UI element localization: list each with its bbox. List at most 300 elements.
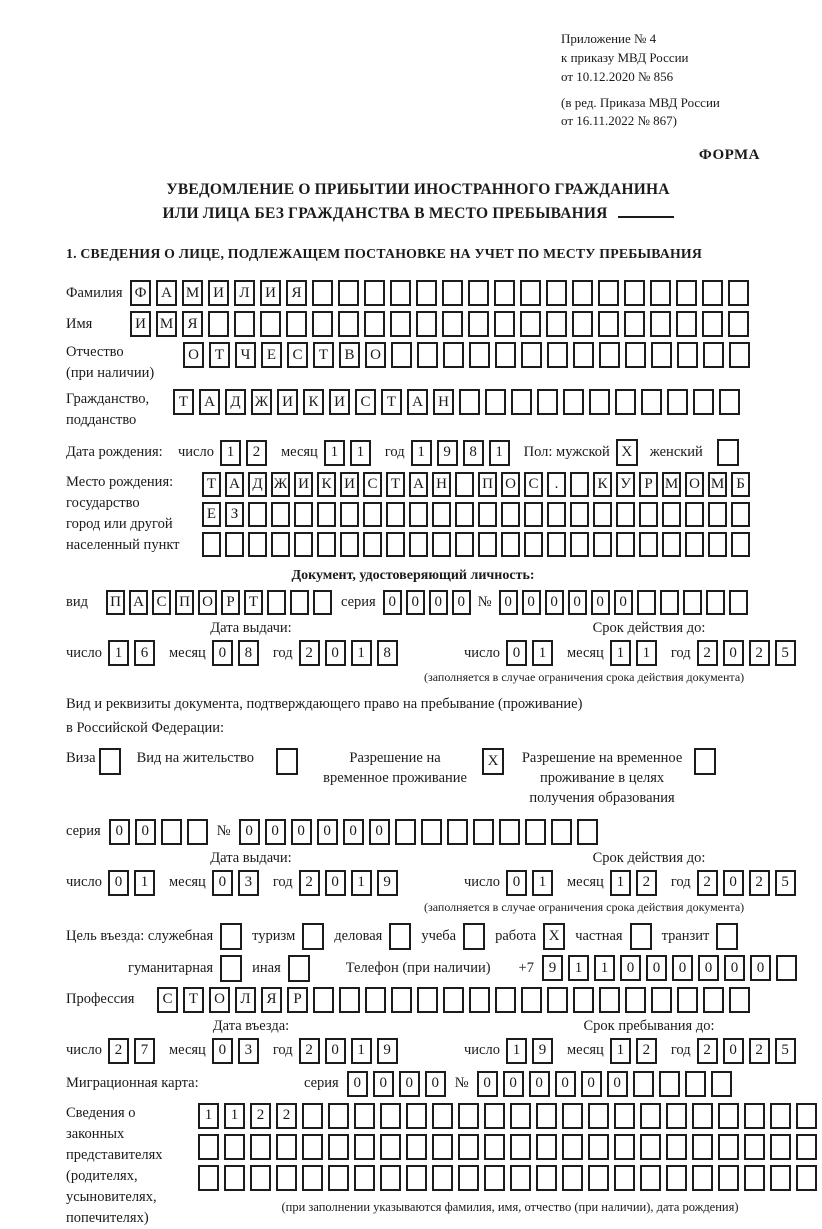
char-cell[interactable]: 9: [377, 1038, 398, 1064]
char-cell[interactable]: [312, 311, 333, 337]
char-cell[interactable]: К: [593, 472, 612, 497]
char-cell[interactable]: [468, 311, 489, 337]
char-cell[interactable]: [317, 502, 336, 527]
char-cell[interactable]: [458, 1103, 479, 1129]
char-cell[interactable]: [662, 502, 681, 527]
char-cell[interactable]: [225, 532, 244, 557]
char-cell[interactable]: 0: [452, 590, 471, 615]
char-cell[interactable]: С: [524, 472, 543, 497]
char-cell[interactable]: [364, 311, 385, 337]
char-cell[interactable]: [198, 1165, 219, 1191]
char-cell[interactable]: [625, 342, 646, 368]
char-cell[interactable]: .: [547, 472, 566, 497]
char-cell[interactable]: [469, 987, 490, 1013]
char-cell[interactable]: 0: [325, 870, 346, 896]
char-cell[interactable]: Л: [235, 987, 256, 1013]
char-cell[interactable]: [354, 1165, 375, 1191]
char-cell[interactable]: К: [303, 389, 324, 415]
char-cell[interactable]: [250, 1165, 271, 1191]
char-cell[interactable]: Н: [432, 472, 451, 497]
char-cell[interactable]: 2: [108, 1038, 129, 1064]
char-cell[interactable]: [380, 1134, 401, 1160]
char-cell[interactable]: 0: [591, 590, 610, 615]
char-cell[interactable]: Б: [731, 472, 750, 497]
char-cell[interactable]: [328, 1134, 349, 1160]
char-cell[interactable]: [276, 1134, 297, 1160]
char-cell[interactable]: И: [277, 389, 298, 415]
char-cell[interactable]: [563, 389, 584, 415]
char-cell[interactable]: [536, 1103, 557, 1129]
char-cell[interactable]: [703, 342, 724, 368]
char-cell[interactable]: [443, 342, 464, 368]
char-cell[interactable]: О: [198, 590, 217, 615]
char-cell[interactable]: [416, 280, 437, 306]
char-cell[interactable]: [290, 590, 309, 615]
char-cell[interactable]: [685, 502, 704, 527]
char-cell[interactable]: [570, 532, 589, 557]
char-cell[interactable]: С: [363, 472, 382, 497]
char-cell[interactable]: 0: [343, 819, 364, 845]
sex-male-checkbox[interactable]: X: [616, 439, 638, 466]
char-cell[interactable]: П: [478, 472, 497, 497]
char-cell[interactable]: [248, 502, 267, 527]
char-cell[interactable]: И: [130, 311, 151, 337]
char-cell[interactable]: [547, 342, 568, 368]
char-cell[interactable]: 0: [317, 819, 338, 845]
char-cell[interactable]: 0: [109, 819, 130, 845]
char-cell[interactable]: [302, 1134, 323, 1160]
char-cell[interactable]: Д: [248, 472, 267, 497]
char-cell[interactable]: Р: [639, 472, 658, 497]
char-cell[interactable]: Е: [261, 342, 282, 368]
char-cell[interactable]: [633, 1071, 654, 1097]
char-cell[interactable]: [447, 819, 468, 845]
char-cell[interactable]: Л: [234, 280, 255, 306]
char-cell[interactable]: [432, 1103, 453, 1129]
char-cell[interactable]: [511, 389, 532, 415]
char-cell[interactable]: 0: [620, 955, 641, 981]
char-cell[interactable]: [651, 342, 672, 368]
char-cell[interactable]: 1: [324, 440, 345, 466]
char-cell[interactable]: 0: [646, 955, 667, 981]
char-cell[interactable]: Т: [209, 342, 230, 368]
char-cell[interactable]: 0: [529, 1071, 550, 1097]
char-cell[interactable]: 2: [299, 1038, 320, 1064]
char-cell[interactable]: [796, 1165, 817, 1191]
char-cell[interactable]: И: [340, 472, 359, 497]
char-cell[interactable]: 0: [750, 955, 771, 981]
char-cell[interactable]: Ж: [271, 472, 290, 497]
char-cell[interactable]: [442, 311, 463, 337]
char-cell[interactable]: [728, 311, 749, 337]
char-cell[interactable]: П: [106, 590, 125, 615]
char-cell[interactable]: 0: [723, 640, 744, 666]
char-cell[interactable]: 0: [698, 955, 719, 981]
char-cell[interactable]: 0: [369, 819, 390, 845]
char-cell[interactable]: [485, 389, 506, 415]
char-cell[interactable]: [234, 311, 255, 337]
char-cell[interactable]: 0: [724, 955, 745, 981]
char-cell[interactable]: [432, 502, 451, 527]
char-cell[interactable]: [708, 502, 727, 527]
char-cell[interactable]: [639, 502, 658, 527]
char-cell[interactable]: [390, 311, 411, 337]
char-cell[interactable]: 6: [134, 640, 155, 666]
char-cell[interactable]: [365, 987, 386, 1013]
char-cell[interactable]: С: [157, 987, 178, 1013]
char-cell[interactable]: 0: [265, 819, 286, 845]
char-cell[interactable]: [551, 819, 572, 845]
char-cell[interactable]: 1: [489, 440, 510, 466]
char-cell[interactable]: [432, 1134, 453, 1160]
char-cell[interactable]: [685, 532, 704, 557]
char-cell[interactable]: [478, 502, 497, 527]
char-cell[interactable]: Т: [313, 342, 334, 368]
char-cell[interactable]: 1: [568, 955, 589, 981]
char-cell[interactable]: 1: [351, 1038, 372, 1064]
char-cell[interactable]: [588, 1165, 609, 1191]
char-cell[interactable]: [484, 1165, 505, 1191]
char-cell[interactable]: [666, 1134, 687, 1160]
char-cell[interactable]: [666, 1103, 687, 1129]
char-cell[interactable]: 1: [506, 1038, 527, 1064]
char-cell[interactable]: [677, 342, 698, 368]
char-cell[interactable]: 0: [581, 1071, 602, 1097]
char-cell[interactable]: [614, 1165, 635, 1191]
char-cell[interactable]: А: [199, 389, 220, 415]
char-cell[interactable]: [547, 532, 566, 557]
char-cell[interactable]: 0: [212, 870, 233, 896]
char-cell[interactable]: [328, 1103, 349, 1129]
char-cell[interactable]: 2: [276, 1103, 297, 1129]
char-cell[interactable]: [640, 1103, 661, 1129]
char-cell[interactable]: [702, 280, 723, 306]
char-cell[interactable]: 0: [383, 590, 402, 615]
char-cell[interactable]: М: [182, 280, 203, 306]
char-cell[interactable]: 1: [134, 870, 155, 896]
char-cell[interactable]: [521, 987, 542, 1013]
char-cell[interactable]: [640, 1134, 661, 1160]
char-cell[interactable]: [317, 532, 336, 557]
char-cell[interactable]: [588, 1134, 609, 1160]
char-cell[interactable]: [458, 1134, 479, 1160]
char-cell[interactable]: [547, 502, 566, 527]
char-cell[interactable]: [593, 532, 612, 557]
purpose-transit-checkbox[interactable]: [716, 923, 738, 950]
purpose-business-checkbox[interactable]: [389, 923, 411, 950]
char-cell[interactable]: [391, 342, 412, 368]
char-cell[interactable]: [537, 389, 558, 415]
char-cell[interactable]: [458, 1165, 479, 1191]
char-cell[interactable]: 2: [697, 640, 718, 666]
char-cell[interactable]: [660, 590, 679, 615]
char-cell[interactable]: 1: [610, 870, 631, 896]
char-cell[interactable]: [510, 1165, 531, 1191]
char-cell[interactable]: [624, 280, 645, 306]
char-cell[interactable]: [286, 311, 307, 337]
char-cell[interactable]: [208, 311, 229, 337]
char-cell[interactable]: 0: [723, 1038, 744, 1064]
char-cell[interactable]: 0: [212, 1038, 233, 1064]
char-cell[interactable]: [473, 819, 494, 845]
char-cell[interactable]: [520, 311, 541, 337]
char-cell[interactable]: [406, 1165, 427, 1191]
char-cell[interactable]: [459, 389, 480, 415]
char-cell[interactable]: 0: [506, 640, 527, 666]
char-cell[interactable]: [572, 280, 593, 306]
char-cell[interactable]: [770, 1134, 791, 1160]
char-cell[interactable]: О: [365, 342, 386, 368]
char-cell[interactable]: [312, 280, 333, 306]
char-cell[interactable]: О: [685, 472, 704, 497]
char-cell[interactable]: [409, 502, 428, 527]
char-cell[interactable]: [494, 311, 515, 337]
char-cell[interactable]: 1: [411, 440, 432, 466]
char-cell[interactable]: У: [616, 472, 635, 497]
char-cell[interactable]: [386, 532, 405, 557]
char-cell[interactable]: 1: [198, 1103, 219, 1129]
char-cell[interactable]: 1: [636, 640, 657, 666]
char-cell[interactable]: [616, 532, 635, 557]
char-cell[interactable]: [744, 1165, 765, 1191]
purpose-work-checkbox[interactable]: X: [543, 923, 565, 950]
purpose-official-checkbox[interactable]: [220, 923, 242, 950]
char-cell[interactable]: [562, 1103, 583, 1129]
char-cell[interactable]: [338, 311, 359, 337]
char-cell[interactable]: [639, 532, 658, 557]
char-cell[interactable]: [641, 389, 662, 415]
char-cell[interactable]: 0: [406, 590, 425, 615]
char-cell[interactable]: [662, 532, 681, 557]
char-cell[interactable]: 0: [325, 1038, 346, 1064]
char-cell[interactable]: П: [175, 590, 194, 615]
char-cell[interactable]: Т: [386, 472, 405, 497]
char-cell[interactable]: 1: [351, 640, 372, 666]
char-cell[interactable]: [521, 342, 542, 368]
char-cell[interactable]: 1: [224, 1103, 245, 1129]
char-cell[interactable]: [770, 1165, 791, 1191]
char-cell[interactable]: 0: [291, 819, 312, 845]
char-cell[interactable]: [570, 502, 589, 527]
char-cell[interactable]: Д: [225, 389, 246, 415]
char-cell[interactable]: [501, 532, 520, 557]
visa-checkbox[interactable]: [99, 748, 121, 775]
char-cell[interactable]: [198, 1134, 219, 1160]
char-cell[interactable]: 0: [545, 590, 564, 615]
char-cell[interactable]: [484, 1103, 505, 1129]
char-cell[interactable]: 0: [135, 819, 156, 845]
char-cell[interactable]: 5: [775, 640, 796, 666]
char-cell[interactable]: [386, 502, 405, 527]
char-cell[interactable]: Ч: [235, 342, 256, 368]
char-cell[interactable]: 0: [399, 1071, 420, 1097]
char-cell[interactable]: 2: [250, 1103, 271, 1129]
char-cell[interactable]: 2: [636, 1038, 657, 1064]
char-cell[interactable]: А: [407, 389, 428, 415]
char-cell[interactable]: 1: [594, 955, 615, 981]
char-cell[interactable]: [573, 987, 594, 1013]
char-cell[interactable]: [409, 532, 428, 557]
char-cell[interactable]: О: [209, 987, 230, 1013]
char-cell[interactable]: 1: [350, 440, 371, 466]
char-cell[interactable]: 1: [532, 870, 553, 896]
char-cell[interactable]: 0: [477, 1071, 498, 1097]
char-cell[interactable]: [294, 532, 313, 557]
char-cell[interactable]: А: [156, 280, 177, 306]
char-cell[interactable]: [380, 1165, 401, 1191]
char-cell[interactable]: [302, 1103, 323, 1129]
char-cell[interactable]: [380, 1103, 401, 1129]
char-cell[interactable]: [547, 987, 568, 1013]
char-cell[interactable]: [598, 311, 619, 337]
char-cell[interactable]: М: [156, 311, 177, 337]
char-cell[interactable]: 9: [532, 1038, 553, 1064]
char-cell[interactable]: [625, 987, 646, 1013]
char-cell[interactable]: [455, 502, 474, 527]
char-cell[interactable]: [744, 1134, 765, 1160]
char-cell[interactable]: [340, 502, 359, 527]
char-cell[interactable]: [416, 311, 437, 337]
char-cell[interactable]: [313, 987, 334, 1013]
char-cell[interactable]: [390, 280, 411, 306]
char-cell[interactable]: 2: [636, 870, 657, 896]
char-cell[interactable]: 8: [238, 640, 259, 666]
char-cell[interactable]: Ф: [130, 280, 151, 306]
char-cell[interactable]: [224, 1134, 245, 1160]
char-cell[interactable]: [588, 1103, 609, 1129]
char-cell[interactable]: [391, 987, 412, 1013]
char-cell[interactable]: И: [260, 280, 281, 306]
char-cell[interactable]: 0: [373, 1071, 394, 1097]
char-cell[interactable]: [501, 502, 520, 527]
purpose-tourism-checkbox[interactable]: [302, 923, 324, 950]
char-cell[interactable]: [744, 1103, 765, 1129]
char-cell[interactable]: И: [329, 389, 350, 415]
char-cell[interactable]: [650, 280, 671, 306]
char-cell[interactable]: [524, 532, 543, 557]
char-cell[interactable]: О: [183, 342, 204, 368]
char-cell[interactable]: 9: [377, 870, 398, 896]
char-cell[interactable]: [536, 1165, 557, 1191]
char-cell[interactable]: Р: [221, 590, 240, 615]
char-cell[interactable]: [524, 502, 543, 527]
char-cell[interactable]: В: [339, 342, 360, 368]
char-cell[interactable]: 2: [749, 870, 770, 896]
char-cell[interactable]: [667, 389, 688, 415]
char-cell[interactable]: 0: [672, 955, 693, 981]
char-cell[interactable]: [484, 1134, 505, 1160]
char-cell[interactable]: 1: [220, 440, 241, 466]
char-cell[interactable]: [718, 1103, 739, 1129]
char-cell[interactable]: 0: [723, 870, 744, 896]
char-cell[interactable]: [406, 1103, 427, 1129]
char-cell[interactable]: [577, 819, 598, 845]
char-cell[interactable]: [499, 819, 520, 845]
char-cell[interactable]: М: [708, 472, 727, 497]
char-cell[interactable]: 0: [347, 1071, 368, 1097]
char-cell[interactable]: [562, 1165, 583, 1191]
char-cell[interactable]: 2: [749, 1038, 770, 1064]
char-cell[interactable]: 0: [607, 1071, 628, 1097]
char-cell[interactable]: 0: [506, 870, 527, 896]
char-cell[interactable]: [520, 280, 541, 306]
char-cell[interactable]: [614, 1103, 635, 1129]
char-cell[interactable]: [260, 311, 281, 337]
char-cell[interactable]: [432, 1165, 453, 1191]
char-cell[interactable]: 1: [351, 870, 372, 896]
char-cell[interactable]: [339, 987, 360, 1013]
char-cell[interactable]: И: [294, 472, 313, 497]
char-cell[interactable]: 9: [437, 440, 458, 466]
char-cell[interactable]: [469, 342, 490, 368]
char-cell[interactable]: [651, 987, 672, 1013]
char-cell[interactable]: [650, 311, 671, 337]
char-cell[interactable]: С: [287, 342, 308, 368]
char-cell[interactable]: Т: [183, 987, 204, 1013]
char-cell[interactable]: [294, 502, 313, 527]
char-cell[interactable]: [495, 987, 516, 1013]
char-cell[interactable]: [729, 590, 748, 615]
char-cell[interactable]: [546, 311, 567, 337]
char-cell[interactable]: 0: [429, 590, 448, 615]
char-cell[interactable]: [161, 819, 182, 845]
char-cell[interactable]: Т: [381, 389, 402, 415]
char-cell[interactable]: 2: [299, 870, 320, 896]
char-cell[interactable]: [443, 987, 464, 1013]
char-cell[interactable]: [510, 1134, 531, 1160]
char-cell[interactable]: [693, 389, 714, 415]
char-cell[interactable]: 1: [610, 640, 631, 666]
char-cell[interactable]: [202, 532, 221, 557]
char-cell[interactable]: [796, 1103, 817, 1129]
char-cell[interactable]: [729, 342, 750, 368]
char-cell[interactable]: [313, 590, 332, 615]
char-cell[interactable]: [676, 311, 697, 337]
char-cell[interactable]: 5: [775, 1038, 796, 1064]
purpose-private-checkbox[interactable]: [630, 923, 652, 950]
char-cell[interactable]: 0: [614, 590, 633, 615]
char-cell[interactable]: 0: [108, 870, 129, 896]
char-cell[interactable]: О: [501, 472, 520, 497]
char-cell[interactable]: 3: [238, 870, 259, 896]
sex-female-checkbox[interactable]: [717, 439, 739, 466]
char-cell[interactable]: [455, 472, 474, 497]
char-cell[interactable]: [271, 502, 290, 527]
char-cell[interactable]: 0: [239, 819, 260, 845]
char-cell[interactable]: [455, 532, 474, 557]
char-cell[interactable]: [770, 1103, 791, 1129]
char-cell[interactable]: [468, 280, 489, 306]
char-cell[interactable]: Т: [173, 389, 194, 415]
char-cell[interactable]: 1: [108, 640, 129, 666]
char-cell[interactable]: С: [355, 389, 376, 415]
char-cell[interactable]: [271, 532, 290, 557]
char-cell[interactable]: 2: [299, 640, 320, 666]
char-cell[interactable]: [776, 955, 797, 981]
char-cell[interactable]: [796, 1134, 817, 1160]
char-cell[interactable]: 0: [555, 1071, 576, 1097]
char-cell[interactable]: З: [225, 502, 244, 527]
char-cell[interactable]: [395, 819, 416, 845]
char-cell[interactable]: А: [409, 472, 428, 497]
char-cell[interactable]: [224, 1165, 245, 1191]
char-cell[interactable]: [267, 590, 286, 615]
char-cell[interactable]: Я: [261, 987, 282, 1013]
char-cell[interactable]: 0: [568, 590, 587, 615]
char-cell[interactable]: 0: [325, 640, 346, 666]
char-cell[interactable]: А: [129, 590, 148, 615]
char-cell[interactable]: 0: [522, 590, 541, 615]
